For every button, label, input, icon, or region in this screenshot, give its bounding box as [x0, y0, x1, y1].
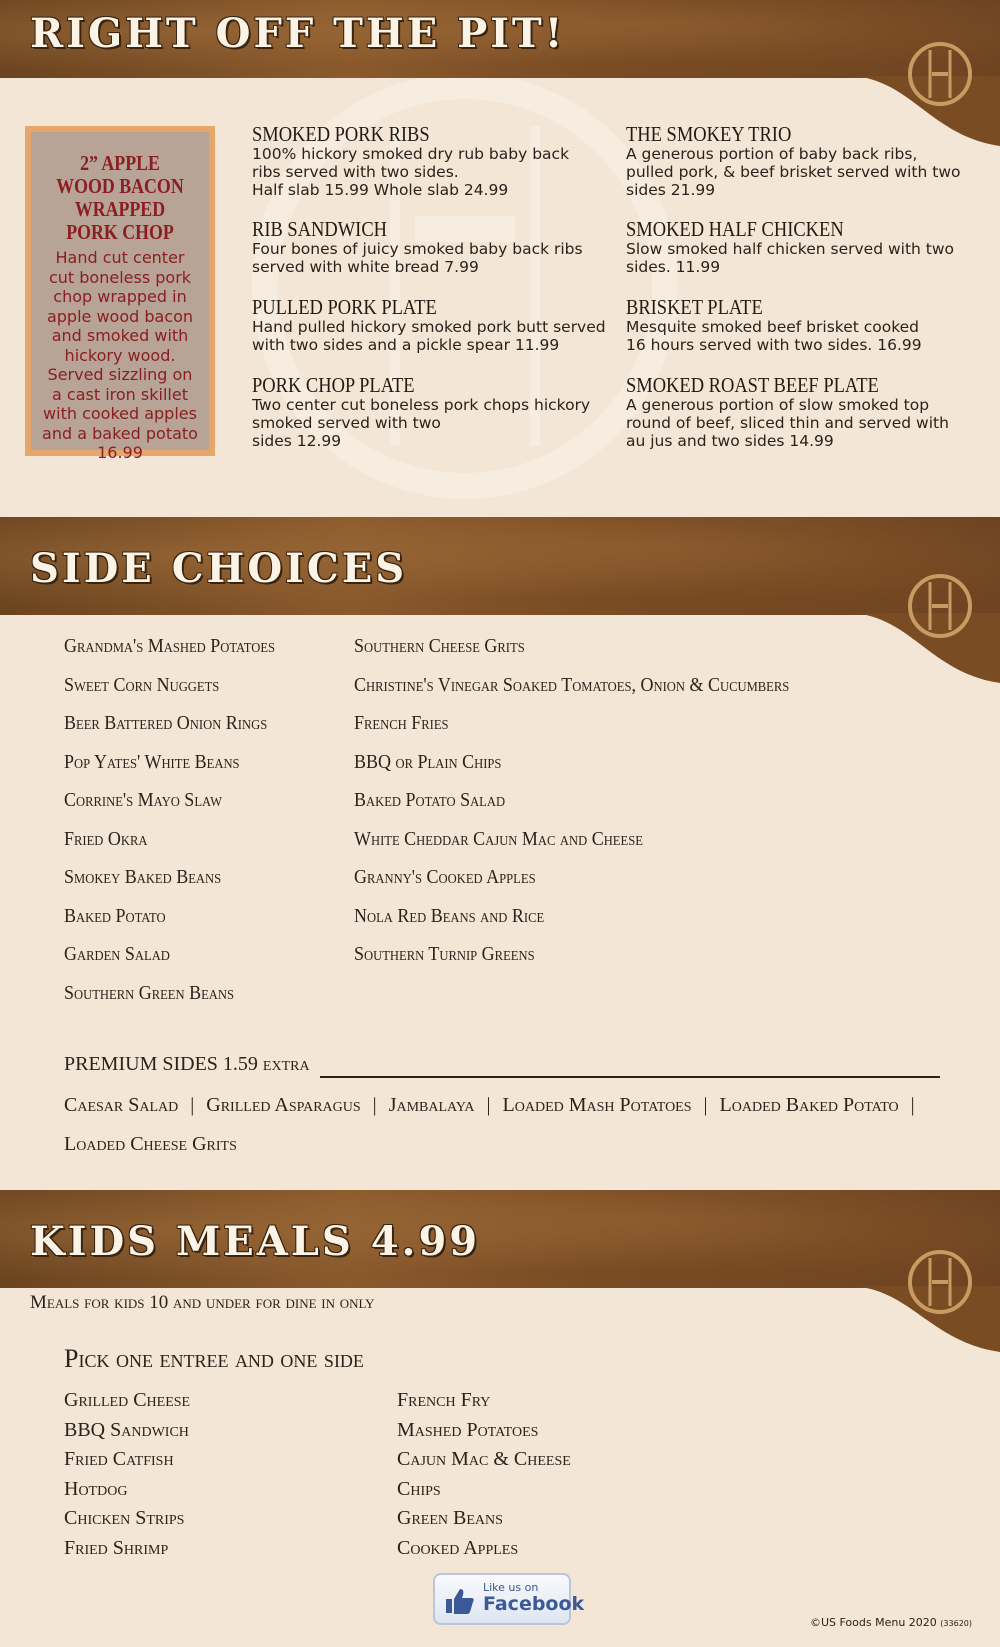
menu-item-description: A generous portion of baby back ribs, pulled pork, & beef brisket served with two sides 21.99 [626, 145, 961, 199]
menu-item [252, 374, 607, 450]
premium-item: Jambalaya [388, 1094, 475, 1116]
list-item: Cajun Mac & Cheese [397, 1448, 571, 1470]
kids-subtitle: Meals for kids 10 and under for dine in only [30, 1292, 375, 1313]
sides-left-list [64, 627, 298, 1012]
premium-item: Caesar Salad [64, 1094, 179, 1116]
list-item: Beer Battered Onion Rings [64, 712, 268, 734]
keg-logo-icon [898, 556, 982, 640]
list-item: Granny's Cooked Apples [354, 866, 536, 888]
list-item: Cooked Apples [397, 1536, 519, 1559]
sides-right-list [354, 627, 838, 974]
menu-item [252, 296, 607, 354]
separator: | [486, 1094, 491, 1116]
separator: | [372, 1094, 377, 1116]
sides-title: SIDE CHOICES [30, 545, 408, 592]
kids-banner [0, 1190, 1000, 1288]
menu-item-description: Hand pulled hickory smoked pork butt served with two sides and a pickle spear 11.99 [252, 318, 606, 354]
keg-logo-icon [898, 1232, 982, 1316]
premium-sides-row [64, 1133, 237, 1156]
premium-item: Loaded Cheese Grits [64, 1133, 237, 1155]
premium-sides-price: PREMIUM SIDES 1.59 [64, 1053, 258, 1075]
list-item: Fried Shrimp [64, 1536, 169, 1559]
premium-sides-extra: extra [262, 1053, 310, 1075]
separator: | [190, 1094, 195, 1116]
list-item: Christine's Vinegar Soaked Tomatoes, Onion & Cucumbers [354, 673, 790, 696]
list-item: Southern Green Beans [64, 981, 235, 1004]
list-item: French Fries [354, 712, 449, 734]
menu-item-description: Slow smoked half chicken served with two sides. 11.99 [626, 240, 955, 276]
premium-item: Grilled Asparagus [206, 1094, 361, 1116]
kids-instructions: Pick one entree and one side [64, 1344, 364, 1373]
list-item: Grilled Cheese [64, 1389, 191, 1411]
featured-item-title: 2” APPLE WOOD BACON WRAPPED PORK CHOP [56, 151, 184, 244]
list-item: Fried Okra [64, 827, 148, 850]
menu-item-name: THE SMOKEY TRIO [626, 122, 792, 146]
separator: | [910, 1094, 915, 1116]
featured-item-box [25, 126, 215, 462]
copyright-text: ©US Foods Menu 2020 [809, 1616, 937, 1629]
list-item: Pop Yates' White Beans [64, 750, 240, 773]
premium-item: Loaded Mash Potatoes [502, 1094, 692, 1116]
menu-item-name: BRISKET PLATE [626, 295, 763, 319]
menu-item-description: Mesquite smoked beef brisket cooked 16 hours served with two sides. 16.99 [626, 318, 922, 354]
menu-item [626, 296, 981, 354]
menu-item-description: Four bones of juicy smoked baby back ribs served with white bread 7.99 [252, 240, 583, 276]
list-item: BBQ or Plain Chips [354, 750, 502, 773]
list-item: French Fry [397, 1389, 491, 1411]
list-item: BBQ Sandwich [64, 1418, 189, 1441]
list-item: Mashed Potatoes [397, 1418, 539, 1441]
menu-item [252, 218, 607, 276]
list-item: Southern Cheese Grits [354, 635, 525, 657]
menu-item-name: SMOKED ROAST BEEF PLATE [626, 373, 879, 397]
kids-sides-list [397, 1386, 571, 1563]
facebook-like-button[interactable] [433, 1573, 585, 1625]
list-item: Grandma's Mashed Potatoes [64, 635, 276, 657]
keg-logo-icon [898, 24, 982, 108]
featured-item-description: Hand cut center cut boneless pork chop wrapped in apple wood bacon and smoked with hickory wood. Served sizzling on a cast iron skillet with cooked apples and a baked potato 16.99 [42, 248, 198, 462]
premium-divider [320, 1076, 940, 1078]
list-item: Fried Catfish [64, 1448, 174, 1470]
list-item: Hotdog [64, 1477, 128, 1500]
list-item: Baked Potato Salad [354, 789, 506, 811]
menu-item [626, 374, 981, 450]
premium-sides-label [64, 1053, 310, 1076]
menu-item-description: Two center cut boneless pork chops hickory smoked served with two sides 12.99 [252, 396, 591, 450]
list-item: White Cheddar Cajun Mac and Cheese [354, 827, 643, 850]
pit-banner [0, 0, 1000, 78]
copyright-code: (33620) [940, 1619, 972, 1628]
separator: | [703, 1094, 708, 1116]
copyright-notice [810, 1616, 972, 1629]
facebook-label: Facebook [483, 1593, 585, 1615]
list-item: Chicken Strips [64, 1507, 185, 1529]
list-item: Smokey Baked Beans [64, 866, 222, 888]
menu-item [252, 123, 607, 199]
list-item: Sweet Corn Nuggets [64, 673, 220, 696]
list-item: Chips [397, 1477, 441, 1500]
menu-item [626, 123, 981, 199]
premium-sides-row [64, 1094, 927, 1117]
list-item: Corrine's Mayo Slaw [64, 789, 222, 811]
menu-item-name: SMOKED HALF CHICKEN [626, 217, 844, 241]
premium-item: Loaded Baked Potato [719, 1094, 899, 1116]
list-item: Garden Salad [64, 943, 170, 965]
list-item: Southern Turnip Greens [354, 943, 535, 965]
kids-entrees-list [64, 1386, 190, 1563]
thumbs-up-icon [445, 1587, 475, 1615]
menu-item [626, 218, 981, 276]
list-item: Nola Red Beans and Rice [354, 904, 545, 927]
menu-item-name: SMOKED PORK RIBS [252, 122, 430, 146]
menu-item-name: PULLED PORK PLATE [252, 295, 437, 319]
sides-banner [0, 517, 1000, 615]
menu-item-description: A generous portion of slow smoked top round of beef, sliced thin and served with au jus and two sides 14.99 [626, 396, 949, 450]
facebook-like-label: Like us on [483, 1581, 539, 1594]
menu-item-name: PORK CHOP PLATE [252, 373, 415, 397]
kids-title: KIDS MEALS 4.99 [30, 1218, 481, 1265]
menu-item-name: RIB SANDWICH [252, 217, 388, 241]
menu-item-description: 100% hickory smoked dry rub baby back ribs served with two sides. Half slab 15.99 Whole slab 24.99 [252, 145, 570, 199]
list-item: Green Beans [397, 1507, 503, 1529]
pit-title: RIGHT OFF THE PIT! [30, 10, 566, 57]
list-item: Baked Potato [64, 904, 166, 927]
